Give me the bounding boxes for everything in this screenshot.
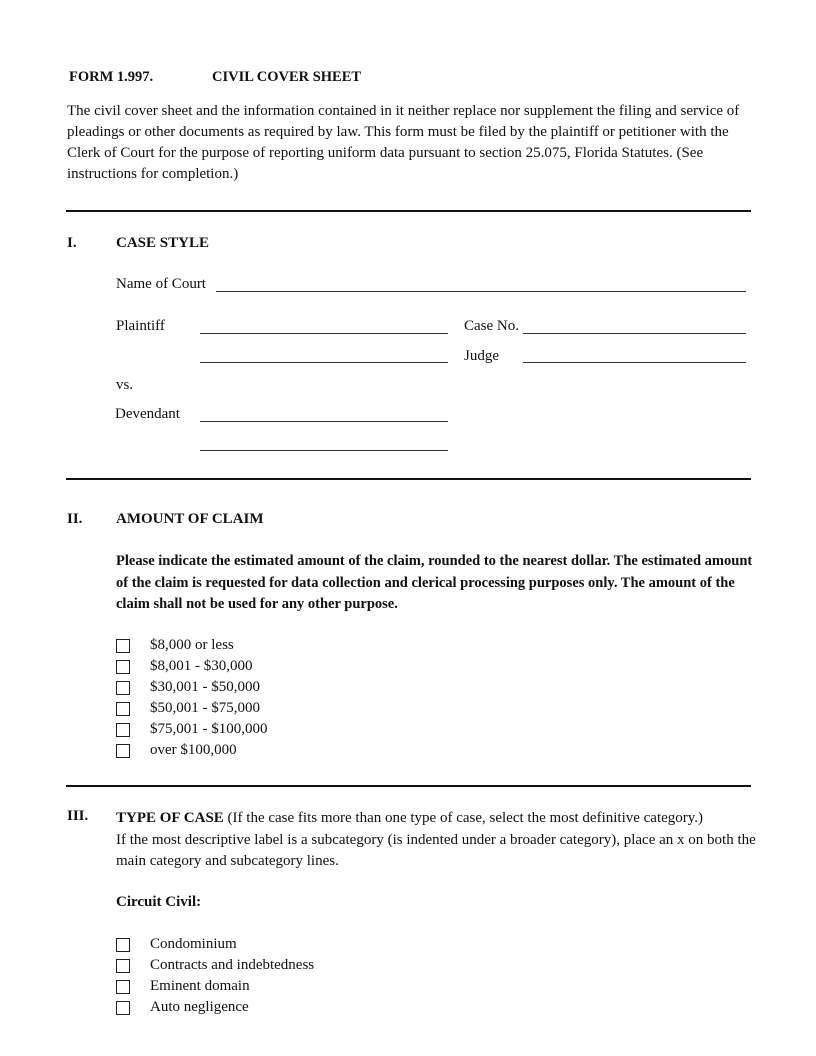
name-of-court-label: Name of Court: [116, 276, 206, 292]
case-type-option-label: Auto negligence: [150, 999, 249, 1015]
defendant-field-2[interactable]: [200, 450, 448, 451]
amount-option-label: over $100,000: [150, 742, 237, 758]
checkbox[interactable]: [116, 723, 130, 737]
case-type-option[interactable]: [116, 976, 250, 997]
checkbox[interactable]: [116, 639, 130, 653]
case-no-label: Case No.: [464, 318, 519, 334]
plaintiff-label: Plaintiff: [116, 318, 165, 334]
case-no-field[interactable]: [523, 333, 746, 334]
amount-option[interactable]: [116, 635, 234, 656]
circuit-civil-label: Circuit Civil:: [116, 894, 202, 910]
defendant-label: Devendant: [115, 406, 180, 422]
case-type-option[interactable]: [116, 997, 249, 1018]
judge-field[interactable]: [523, 362, 746, 363]
vs-label: vs.: [116, 377, 134, 393]
form-header: [69, 69, 362, 86]
case-type-option-label: Contracts and indebtedness: [150, 957, 315, 973]
checkbox[interactable]: [116, 702, 130, 716]
checkbox[interactable]: [116, 744, 130, 758]
case-type-option-label: Eminent domain: [150, 978, 250, 994]
section-1-number: I.: [67, 235, 77, 251]
checkbox[interactable]: [116, 938, 130, 952]
checkbox[interactable]: [116, 980, 130, 994]
section-2-number: II.: [67, 511, 83, 527]
amount-option[interactable]: [116, 656, 253, 677]
amount-option[interactable]: [116, 740, 237, 761]
divider: [66, 785, 751, 787]
section-3-number: III.: [67, 808, 89, 824]
checkbox[interactable]: [116, 660, 130, 674]
defendant-field-1[interactable]: [200, 421, 448, 422]
amount-option[interactable]: [116, 719, 268, 740]
section-1-title: CASE STYLE: [116, 235, 209, 251]
case-type-option[interactable]: [116, 934, 237, 955]
amount-option-label: $8,000 or less: [150, 637, 234, 653]
amount-option-label: $8,001 - $30,000: [150, 658, 253, 674]
judge-label: Judge: [464, 348, 499, 364]
form-number: FORM 1.997.: [69, 69, 154, 85]
type-of-case-paragraph: [116, 808, 756, 873]
amount-instructions: Please indicate the estimated amount of the claim, rounded to the nearest dollar. The estimated amount of the claim is requested for data collection and clerical processing purposes only. The amount of the claim shall not be used for any other purpose.: [116, 553, 753, 612]
checkbox[interactable]: [116, 681, 130, 695]
section-3-instructions: If the most descriptive label is a subcategory (is indented under a broader category), place an x on both the main category and subcategory lines.: [116, 831, 756, 869]
case-type-option-label: Condominium: [150, 936, 237, 952]
section-3-title-note: (If the case fits more than one type of case, select the most definitive category.): [227, 810, 704, 826]
checkbox[interactable]: [116, 1001, 130, 1015]
section-2-title: AMOUNT OF CLAIM: [116, 511, 264, 527]
plaintiff-field-1[interactable]: [200, 333, 448, 334]
intro-paragraph: The civil cover sheet and the information contained in it neither replace nor supplement the filing and service of pleadings or other documents as required by law. This form must be filed by the plaintiff or petitioner with the Clerk of Court for the purpose of reporting uniform data pursuant to section 25.075, Florida Statutes. (See instructions for completion.): [67, 103, 740, 182]
divider: [66, 478, 751, 480]
checkbox[interactable]: [116, 959, 130, 973]
name-of-court-field[interactable]: [216, 291, 746, 292]
plaintiff-field-2[interactable]: [200, 362, 448, 363]
section-3-title: TYPE OF CASE: [116, 810, 224, 826]
amount-option-label: $30,001 - $50,000: [150, 679, 260, 695]
amount-option-label: $50,001 - $75,000: [150, 700, 260, 716]
amount-option[interactable]: [116, 677, 260, 698]
divider: [66, 210, 751, 212]
amount-option-label: $75,001 - $100,000: [150, 721, 268, 737]
form-title: CIVIL COVER SHEET: [212, 69, 362, 85]
amount-option[interactable]: [116, 698, 260, 719]
case-type-option[interactable]: [116, 955, 314, 976]
